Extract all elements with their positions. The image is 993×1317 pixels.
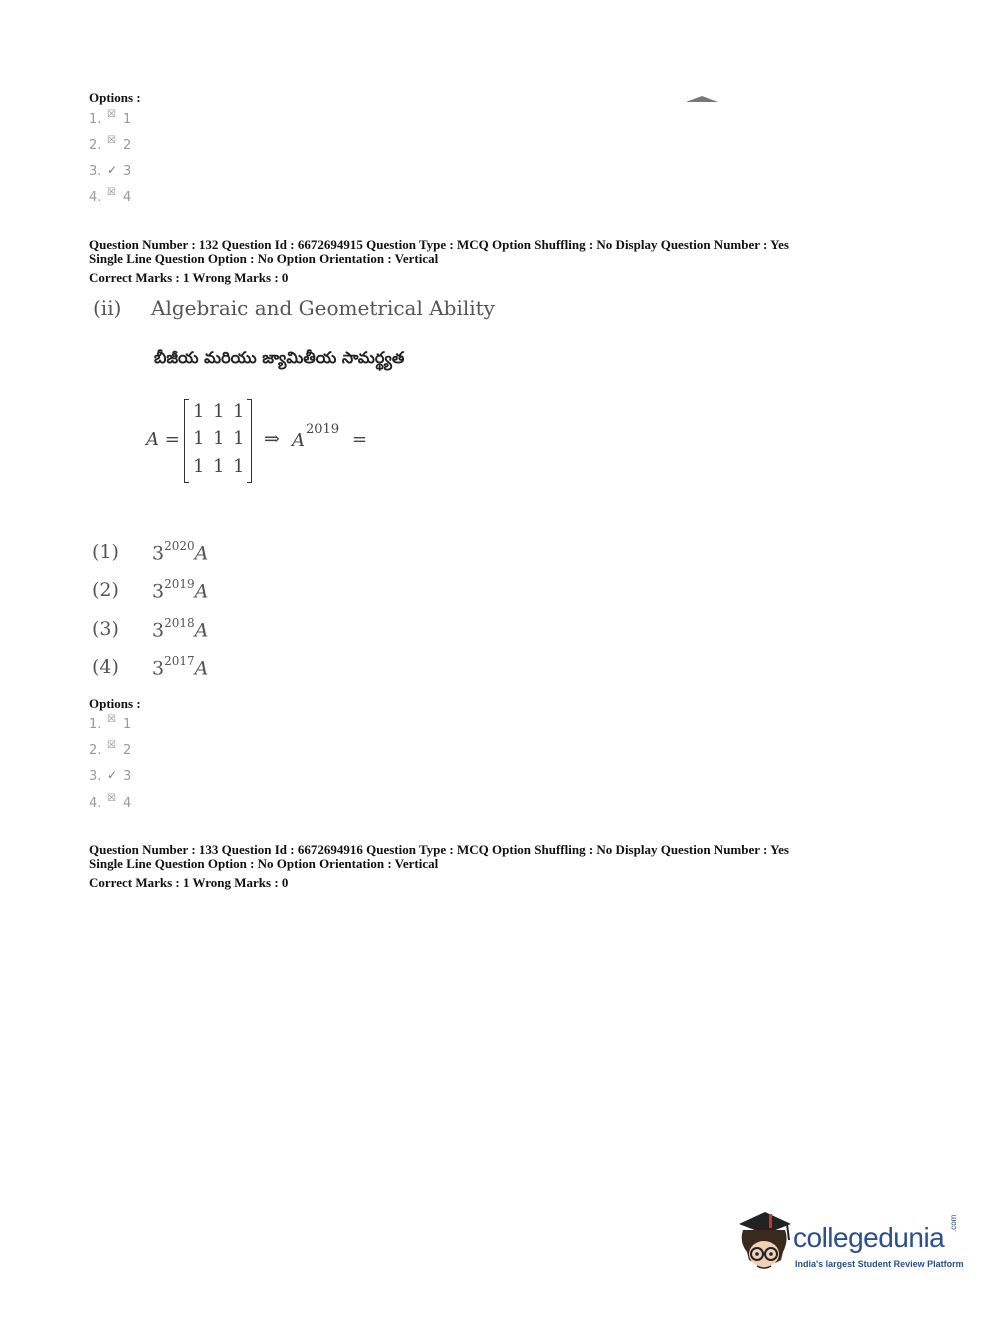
brand-name: collegedunia [793, 1222, 945, 1253]
equation-lhs: A = [146, 429, 180, 450]
telugu-section-title: బీజీయ మరియు జ్యామితీయ సామర్థ్యత [154, 348, 405, 367]
equation-rhs-equals: = [352, 429, 368, 450]
option-item: 2. ☒ 2 [89, 135, 132, 153]
matrix: 1 1 1 1 1 1 1 1 1 [184, 400, 252, 482]
question-meta-line1: Question Number : 132 Question Id : 6672694915 Question Type : MCQ Option Shuffling : No Display Question Number : Yes [89, 237, 789, 252]
cross-box-icon: ☒ [107, 793, 116, 804]
question-meta-line1: Question Number : 133 Question Id : 6672694916 Question Type : MCQ Option Shuffling : No Display Question Number : Yes [89, 842, 789, 857]
question-meta-line2: Single Line Question Option : No Option Orientation : Vertical [89, 856, 439, 871]
answer-choice: (4) $3^{2017}A$ [92, 654, 209, 680]
answer-choice: (1) $3^{2020}A$ [92, 539, 209, 565]
options-heading: Options : [89, 696, 141, 711]
implies-symbol: ⇒ [264, 428, 280, 450]
question-marks: Correct Marks : 1 Wrong Marks : 0 [89, 875, 289, 890]
brand-tagline: India's largest Student Review Platform [795, 1259, 964, 1269]
answer-choice: (2) $3^{2019}A$ [92, 577, 209, 603]
option-item: 4. ☒ 4 [89, 187, 132, 205]
cross-box-icon: ☒ [107, 109, 116, 120]
equation-rhs-base: A [292, 430, 305, 451]
option-item: 1. ☒ 1 [89, 714, 132, 732]
cross-box-icon: ☒ [107, 187, 116, 198]
section-title: Algebraic and Geometrical Ability [151, 296, 495, 320]
option-item-correct: 3. ✓ 3 [89, 163, 132, 179]
student-mascot-icon [735, 1210, 795, 1280]
question-marks: Correct Marks : 1 Wrong Marks : 0 [89, 270, 289, 285]
answer-choice: (3) $3^{2018}A$ [92, 616, 209, 642]
option-item: 4. ☒ 4 [89, 793, 132, 811]
cross-box-icon: ☒ [107, 135, 116, 146]
scroll-up-arrow-icon[interactable] [686, 96, 718, 102]
question-meta-line2: Single Line Question Option : No Option Orientation : Vertical [89, 251, 439, 266]
checkmark-icon: ✓ [107, 768, 118, 782]
option-item: 2. ☒ 2 [89, 740, 132, 758]
equation-rhs-exponent: 2019 [306, 422, 340, 437]
cross-box-icon: ☒ [107, 740, 116, 751]
checkmark-icon: ✓ [107, 163, 118, 177]
brand-suffix: .com [949, 1214, 958, 1232]
option-item-correct: 3. ✓ 3 [89, 768, 132, 784]
options-heading: Options : [89, 90, 141, 105]
option-item: 1. ☒ 1 [89, 109, 132, 127]
section-number: (ii) [93, 296, 122, 320]
cross-box-icon: ☒ [107, 714, 116, 725]
collegedunia-logo[interactable] [735, 1210, 965, 1280]
